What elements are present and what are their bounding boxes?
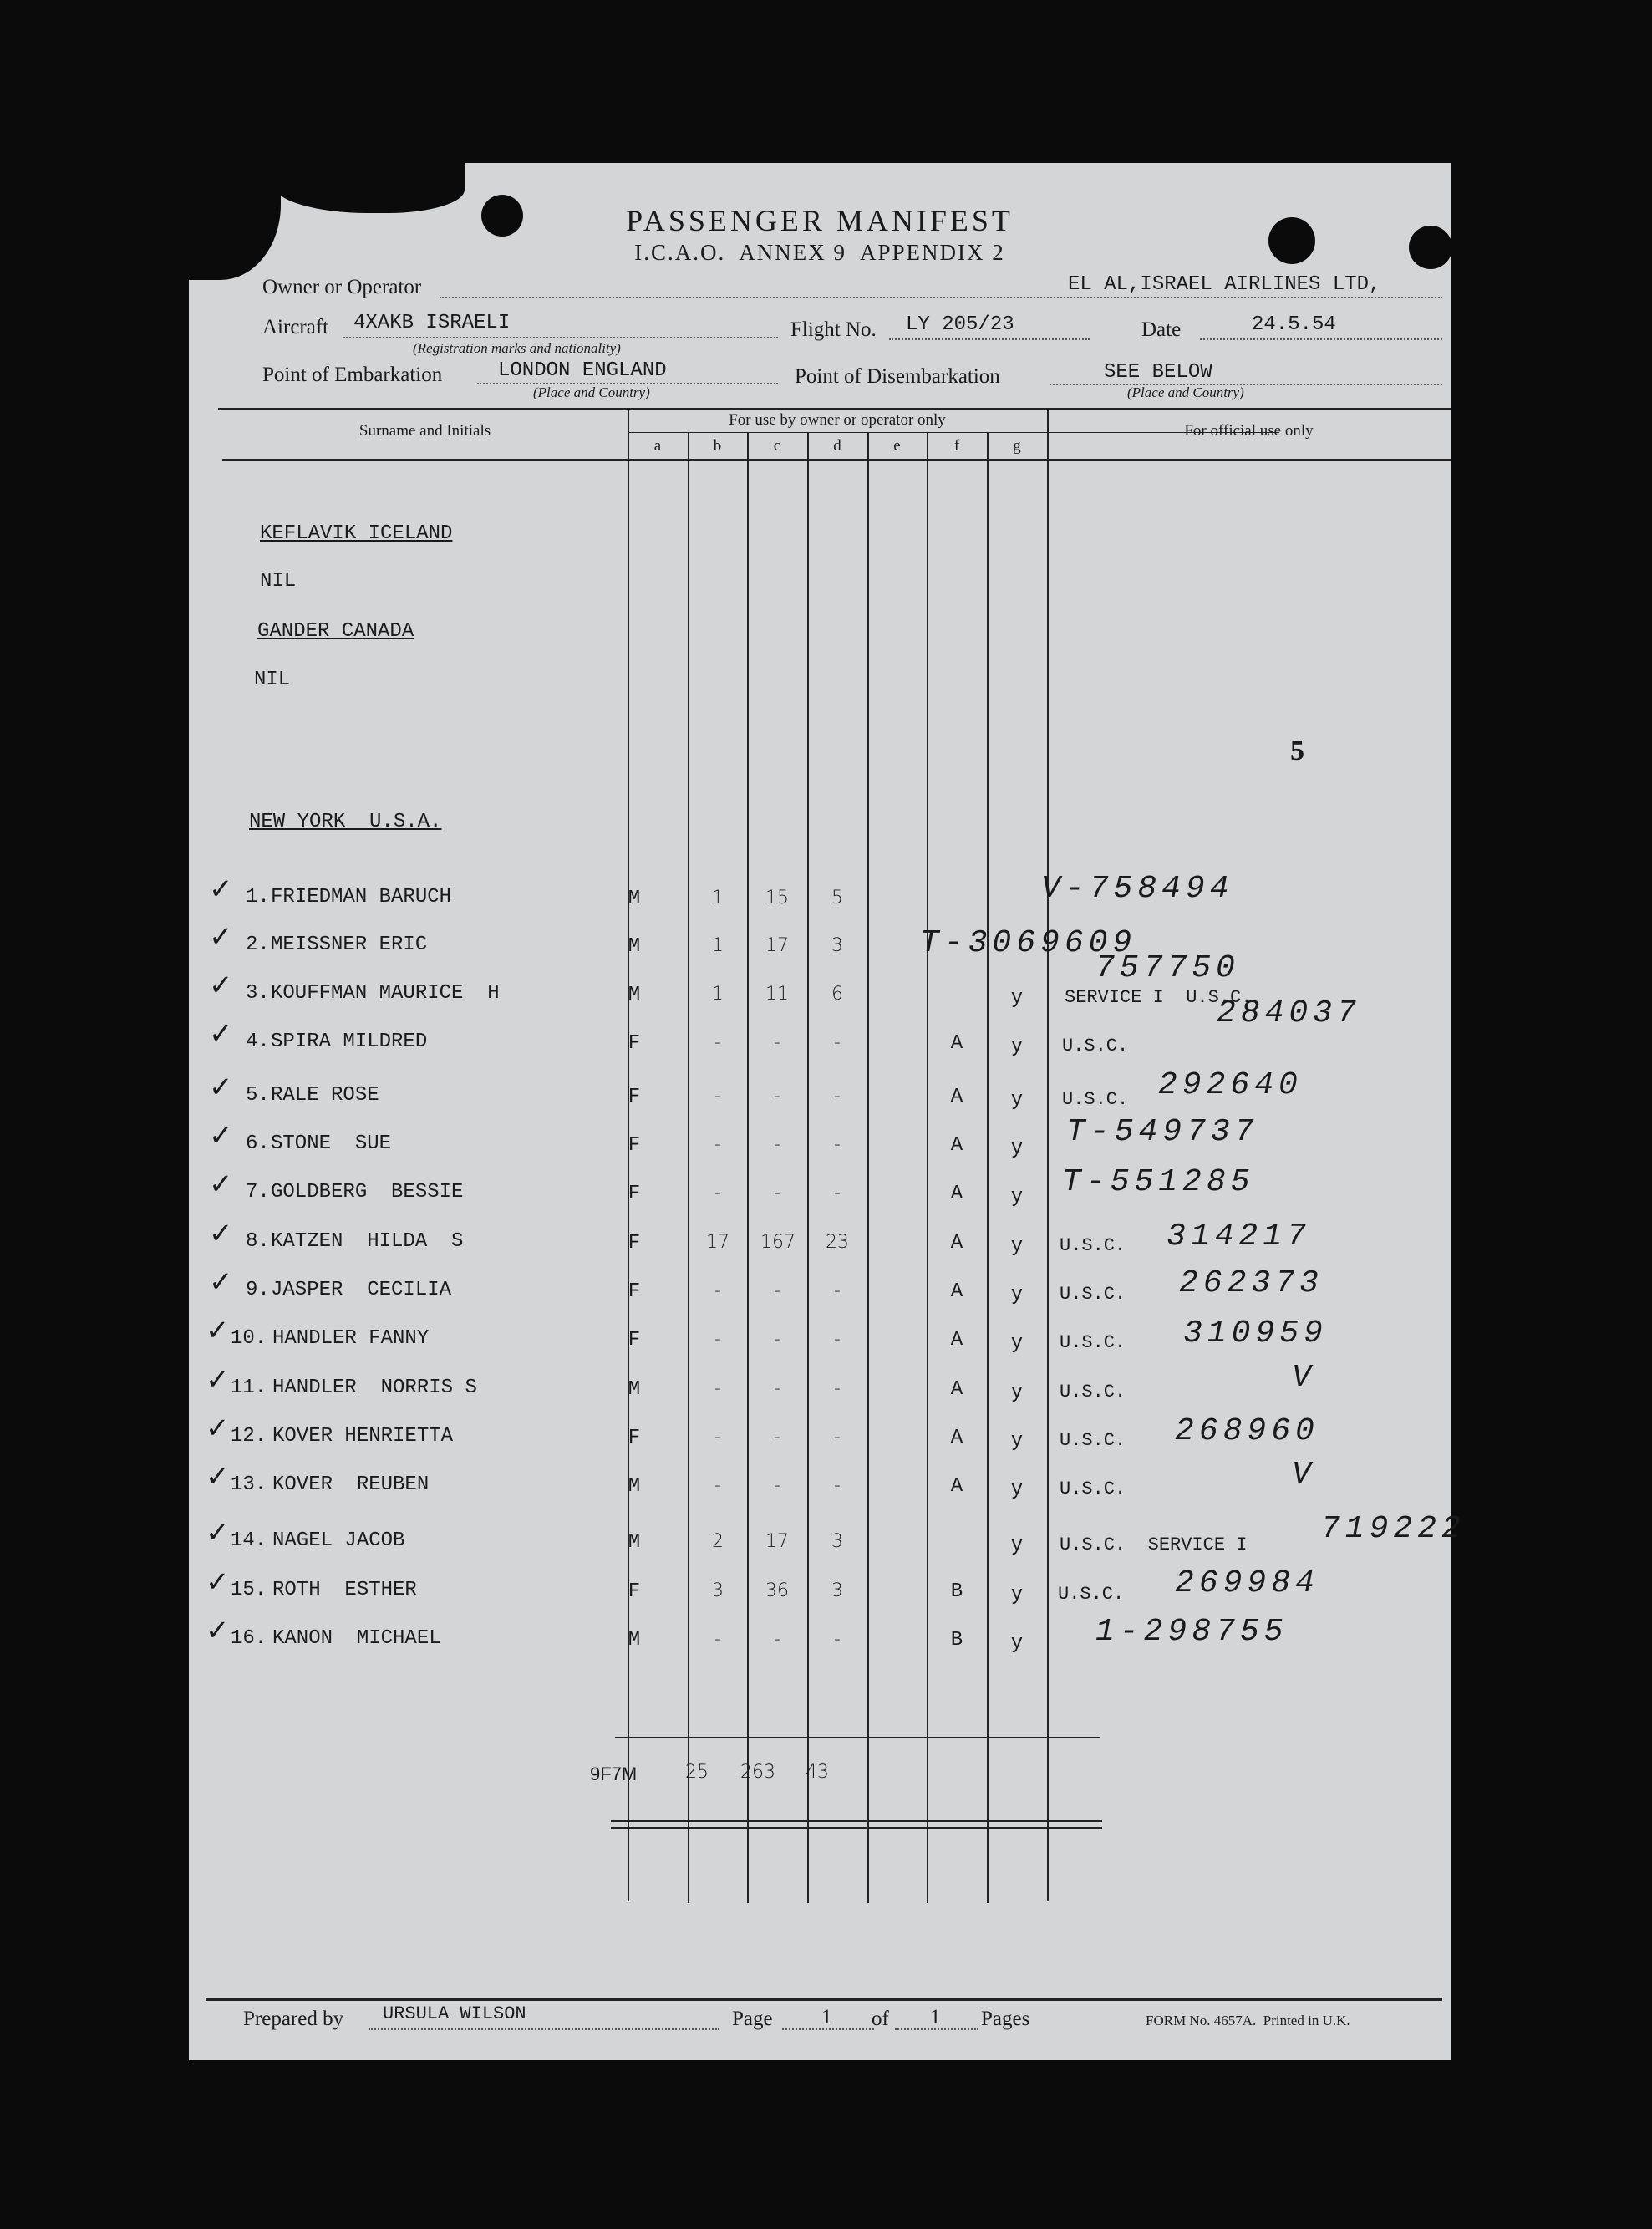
check-mark-icon: ✓ (209, 1017, 233, 1051)
col-d-value: - (834, 1329, 841, 1350)
col-f-left (927, 432, 928, 1903)
handwritten-number: 284037 (1217, 995, 1361, 1031)
col-header-c: c (773, 437, 781, 455)
col-g-value: y (1010, 1430, 1024, 1453)
passenger-number: 12. (231, 1425, 267, 1448)
handwritten-number: 1-298755 (1095, 1614, 1289, 1650)
check-mark-icon: ✓ (209, 969, 233, 1002)
flight-value: LY 205/23 (906, 313, 1014, 336)
check-mark-icon: ✓ (209, 1071, 233, 1104)
passenger-number: 11. (231, 1377, 267, 1399)
aircraft-note: (Registration marks and nationality) (413, 340, 621, 356)
col-e-left (867, 432, 869, 1903)
total-b: 25 (685, 1762, 709, 1783)
totals-double-rule-2 (611, 1827, 1102, 1829)
col-g-value: y (1010, 1036, 1024, 1058)
col-g-value: y (1010, 1478, 1024, 1501)
col-f-value: B (950, 1629, 963, 1651)
col-c-value: - (774, 1427, 780, 1448)
official-stamp: U.S.C. (1060, 1284, 1126, 1305)
col-a-sex: F (628, 1280, 641, 1303)
check-mark-icon: ✓ (206, 1565, 230, 1599)
col-b-value: - (714, 1086, 721, 1107)
col-d-value: 23 (826, 1232, 849, 1253)
passenger-name: KOVER REUBEN (272, 1473, 430, 1496)
col-a-sex: F (628, 1329, 641, 1351)
passenger-number: 15. (231, 1579, 267, 1601)
passenger-name: KANON MICHAEL (272, 1627, 441, 1650)
col-b-value: - (714, 1183, 721, 1204)
passenger-number: 14. (231, 1529, 267, 1552)
total-d: 43 (806, 1762, 829, 1783)
handwritten-number: T-549737 (1066, 1114, 1259, 1150)
form-title: PASSENGER MANIFEST (626, 204, 1014, 237)
passenger-number: 4. (246, 1031, 270, 1053)
disembark-note: (Place and Country) (1127, 384, 1244, 400)
disembark-dotted-line (1050, 384, 1442, 385)
col-b-value: 1 (712, 888, 724, 908)
handwritten-number: 269984 (1175, 1565, 1319, 1601)
col-b-value: 2 (712, 1531, 724, 1552)
stop-place: KEFLAVIK ICELAND (260, 522, 453, 545)
date-label: Date (1141, 318, 1182, 341)
passenger-name: SPIRA MILDRED (271, 1031, 428, 1053)
col-b-value: 17 (706, 1232, 729, 1253)
page-label: Page (732, 2008, 773, 2030)
check-mark-icon: ✓ (209, 1168, 233, 1201)
passenger-number: 16. (231, 1627, 267, 1650)
col-d-value: - (834, 1427, 841, 1448)
col-a-sex: M (628, 1475, 641, 1498)
col-header-f: f (953, 437, 960, 455)
stop-place: GANDER CANADA (257, 620, 414, 643)
col-header-b: b (713, 437, 722, 455)
owner-dotted-line (440, 297, 1442, 298)
col-f-value: A (950, 1427, 963, 1449)
passenger-name: NAGEL JACOB (272, 1529, 405, 1552)
col-d-value: 3 (831, 1580, 843, 1601)
of-value: 1 (930, 2006, 941, 2028)
form-subtitle: I.C.A.O. ANNEX 9 APPENDIX 2 (634, 240, 1005, 265)
handwritten-number: V (1292, 1360, 1316, 1396)
footer-rule (206, 1998, 1442, 2001)
official-stamp: U.S.C. (1060, 1430, 1126, 1451)
passenger-number: 13. (231, 1473, 267, 1496)
col-c-value: 167 (760, 1232, 796, 1253)
col-a-sex: M (628, 888, 641, 910)
total-a: 9F7M (590, 1763, 638, 1784)
col-d-value: 5 (831, 888, 843, 908)
col-g-value: y (1010, 1284, 1024, 1306)
col-a-sex: M (628, 984, 641, 1006)
handwritten-number: 268960 (1175, 1413, 1319, 1449)
official-stamp: U.S.C. (1060, 1332, 1126, 1353)
col-g-value: y (1010, 987, 1024, 1010)
col-a-sex: F (628, 1032, 641, 1055)
official-stamp: U.S.C. (1060, 1478, 1126, 1499)
col-d-value: - (834, 1086, 841, 1107)
col-d-value: - (834, 1032, 841, 1053)
handwritten-number: T-551285 (1062, 1164, 1255, 1200)
col-f-value: A (950, 1232, 963, 1254)
passenger-name: RALE ROSE (271, 1084, 379, 1107)
col-b-value: 3 (712, 1580, 724, 1601)
col-c-value: 17 (765, 1531, 789, 1552)
check-mark-icon: ✓ (209, 1265, 233, 1299)
col-header-e: e (893, 437, 901, 455)
passenger-number: 1. (246, 886, 270, 908)
page-number-mark: 5 (1290, 735, 1304, 766)
check-mark-icon: ✓ (209, 873, 233, 906)
passenger-name: MEISSNER ERIC (271, 934, 428, 956)
of-label: of (872, 2008, 889, 2030)
passenger-number: 6. (246, 1132, 270, 1155)
col-c-value: 11 (765, 984, 789, 1005)
col-c-left (747, 432, 749, 1903)
col-a-sex: F (628, 1183, 641, 1205)
col-b-value: - (714, 1134, 721, 1155)
col-header-d: d (833, 437, 841, 455)
col-b-value: - (714, 1475, 721, 1496)
surname-header: Surname and Initials (358, 422, 491, 440)
col-d-value: 3 (831, 935, 843, 956)
col-b-value: - (714, 1280, 721, 1301)
passenger-number: 5. (246, 1084, 270, 1107)
flight-label: Flight No. (790, 318, 877, 341)
passenger-number: 7. (246, 1181, 270, 1204)
col-d-value: 3 (831, 1531, 843, 1552)
passenger-name: HANDLER FANNY (272, 1327, 430, 1350)
handwritten-number: V-758494 (1041, 871, 1234, 907)
col-d-left (807, 432, 809, 1903)
prepared-dotted-line (369, 2028, 719, 2030)
col-d-value: - (834, 1183, 841, 1204)
col-d-value: 6 (831, 984, 843, 1005)
col-c-value: - (774, 1183, 780, 1204)
passenger-number: 3. (246, 982, 270, 1005)
col-c-value: - (774, 1475, 780, 1496)
table-top-rule (218, 408, 1451, 410)
col-a-sex: F (628, 1086, 641, 1108)
col-c-value: 17 (765, 935, 789, 956)
col-f-value: A (950, 1475, 963, 1498)
totals-double-rule-1 (611, 1820, 1102, 1822)
passenger-name: KOVER HENRIETTA (272, 1425, 454, 1448)
col-f-value: B (950, 1580, 963, 1603)
prepared-label: Prepared by (243, 2008, 344, 2030)
col-g-value: y (1010, 1632, 1024, 1655)
totals-top-rule (615, 1737, 1100, 1738)
col-c-value: - (774, 1329, 780, 1350)
col-g-value: y (1010, 1382, 1024, 1404)
handwritten-number: 757750 (1095, 950, 1240, 986)
col-c-value: 15 (765, 888, 789, 908)
col-d-value: - (834, 1629, 841, 1650)
check-mark-icon: ✓ (209, 1217, 233, 1250)
col-g-value: y (1010, 1137, 1024, 1160)
handwritten-number: 310959 (1183, 1316, 1328, 1351)
check-mark-icon: ✓ (209, 1119, 233, 1153)
official-stamp: U.S.C. (1062, 1036, 1129, 1056)
aircraft-dotted-line (343, 337, 778, 338)
check-mark-icon: ✓ (206, 1460, 230, 1494)
col-g-value: y (1010, 1089, 1024, 1112)
passenger-number: 9. (246, 1279, 270, 1301)
official-stamp: U.S.C. (1058, 1584, 1125, 1605)
official-stamp: U.S.C. (1060, 1382, 1126, 1402)
col-c-value: 36 (765, 1580, 789, 1601)
col-a-sex: F (628, 1427, 641, 1449)
disembark-label: Point of Disembarkation (795, 365, 1000, 388)
col-f-value: A (950, 1329, 963, 1351)
table-header-rule (222, 459, 1451, 461)
col-f-value: A (950, 1134, 963, 1157)
col-g-left (987, 432, 989, 1903)
owner-value: EL AL,ISRAEL AIRLINES LTD, (1068, 273, 1381, 296)
embark-label: Point of Embarkation (262, 364, 443, 386)
form-number: FORM No. 4657A. Printed in U.K. (1146, 2013, 1350, 2028)
col-d-value: - (834, 1280, 841, 1301)
check-mark-icon: ✓ (209, 920, 233, 954)
handwritten-number: T-3069609 (920, 925, 1137, 961)
col-b-value: - (714, 1378, 721, 1399)
col-f-value: A (950, 1378, 963, 1401)
check-mark-icon: ✓ (206, 1412, 230, 1445)
col-c-value: - (774, 1378, 780, 1399)
col-f-value: A (950, 1183, 963, 1205)
check-mark-icon: ✓ (206, 1363, 230, 1397)
operator-header: For use by owner or operator only (729, 411, 946, 429)
col-g-value: y (1010, 1186, 1024, 1209)
col-b-value: - (714, 1032, 721, 1053)
col-a-sex: M (628, 1378, 641, 1401)
embark-value: LONDON ENGLAND (498, 359, 667, 382)
col-c-value: - (774, 1032, 780, 1053)
col-a-sex: F (628, 1580, 641, 1603)
flight-dotted-line (889, 338, 1090, 340)
passenger-number: 8. (246, 1230, 270, 1253)
col-a-sex: F (628, 1232, 641, 1254)
handwritten-number: V (1292, 1457, 1316, 1493)
passenger-name: ROTH ESTHER (272, 1579, 417, 1601)
aircraft-value: 4XAKB ISRAELI (353, 312, 511, 334)
disembark-value: SEE BELOW (1104, 361, 1212, 384)
passenger-name: GOLDBERG BESSIE (271, 1181, 464, 1204)
col-c-value: - (774, 1629, 780, 1650)
page-value: 1 (821, 2006, 832, 2028)
handwritten-number: 314217 (1167, 1219, 1311, 1254)
col-d-value: - (834, 1134, 841, 1155)
stop-entry: NIL (254, 669, 291, 691)
official-header: For official use only (1184, 422, 1314, 440)
passenger-name: JASPER CECILIA (271, 1279, 452, 1301)
check-mark-icon: ✓ (206, 1314, 230, 1347)
embark-note: (Place and Country) (533, 384, 650, 400)
col-a-sex: M (628, 935, 641, 958)
prepared-value: URSULA WILSON (383, 2003, 526, 2024)
date-value: 24.5.54 (1252, 313, 1336, 336)
col-c-value: - (774, 1086, 780, 1107)
passenger-name: FRIEDMAN BARUCH (271, 886, 452, 908)
handwritten-number: 719222 (1321, 1511, 1466, 1547)
official-stamp: SERVICE I U.S.C. (1065, 987, 1253, 1008)
col-b-value: - (714, 1427, 721, 1448)
col-f-value: A (950, 1032, 963, 1055)
col-a-sex: M (628, 1629, 641, 1651)
check-mark-icon: ✓ (206, 1614, 230, 1647)
handwritten-number: 292640 (1158, 1067, 1303, 1103)
passenger-number: 2. (246, 934, 270, 956)
stop-entry: NIL (260, 570, 297, 593)
passenger-number: 10. (231, 1327, 267, 1350)
col-c-value: - (774, 1280, 780, 1301)
aircraft-label: Aircraft (262, 316, 329, 338)
col-d-value: - (834, 1475, 841, 1496)
col-d-value: - (834, 1378, 841, 1399)
col-g-value: y (1010, 1534, 1024, 1557)
col-f-value: A (950, 1086, 963, 1108)
total-c: 263 (740, 1762, 775, 1783)
col-b-value: 1 (712, 984, 724, 1005)
official-stamp: U.S.C. (1060, 1235, 1126, 1256)
col-b-left (688, 432, 689, 1903)
passenger-name: KATZEN HILDA S (271, 1230, 464, 1253)
official-col-left (1047, 410, 1049, 1901)
col-b-value: - (714, 1329, 721, 1350)
official-stamp: U.S.C. SERVICE I (1060, 1534, 1248, 1555)
manifest-page (189, 163, 1466, 2060)
destination-heading: NEW YORK U.S.A. (249, 811, 442, 833)
col-a-sex: M (628, 1531, 641, 1554)
col-b-value: - (714, 1629, 721, 1650)
col-g-value: y (1010, 1584, 1024, 1606)
check-mark-icon: ✓ (206, 1516, 230, 1550)
handwritten-number: 262373 (1179, 1265, 1324, 1301)
pages-label: Pages (981, 2008, 1030, 2030)
col-a-sex: F (628, 1134, 641, 1157)
col-c-value: - (774, 1134, 780, 1155)
col-f-value: A (950, 1280, 963, 1303)
col-header-g: g (1013, 437, 1021, 455)
owner-label: Owner or Operator (262, 276, 422, 298)
passenger-name: KOUFFMAN MAURICE H (271, 982, 500, 1005)
col-g-value: y (1010, 1332, 1024, 1355)
col-g-value: y (1010, 1235, 1024, 1258)
col-header-a: a (653, 437, 662, 455)
col-b-value: 1 (712, 935, 724, 956)
passenger-name: HANDLER NORRIS S (272, 1377, 477, 1399)
official-stamp: U.S.C. (1062, 1089, 1129, 1110)
passenger-name: STONE SUE (271, 1132, 392, 1155)
date-dotted-line (1200, 338, 1442, 340)
